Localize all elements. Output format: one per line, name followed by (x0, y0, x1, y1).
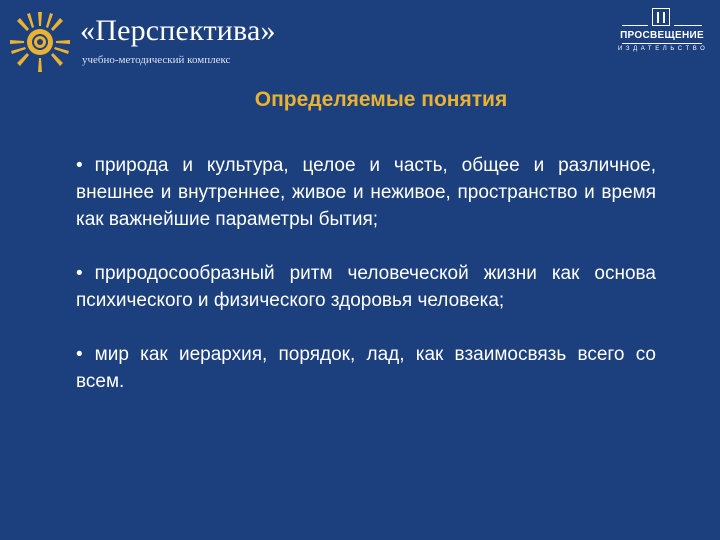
concept-item (76, 152, 656, 233)
concept-item (76, 341, 656, 395)
brand-subtitle: учебно-методический комплекс (82, 54, 231, 66)
publisher-name: ПРОСВЕЩЕНИЕ (620, 30, 704, 41)
publisher-divider-bottom (622, 43, 702, 44)
publisher-emblem-icon (652, 8, 670, 26)
publisher-divider-left (622, 25, 648, 26)
concept-item-text: мир как иерархия, порядок, лад, как взаимосвязь всего со всем. (76, 344, 656, 392)
concept-item (76, 260, 656, 314)
publisher-tagline: ИЗДАТЕЛЬСТВО (618, 46, 709, 52)
brand-title: «Перспектива» (80, 14, 276, 47)
concept-item-text: природа и культура, целое и часть, общее и различное, внешнее и внутреннее, живое и неживое, пространство и время как важнейшие параметры бытия; (76, 155, 656, 230)
slide-heading: Определяемые понятия (254, 88, 508, 111)
sun-logo-icon (8, 10, 72, 74)
bullet-icon: • (76, 344, 83, 365)
bullet-icon: • (76, 155, 83, 176)
publisher-logo (618, 8, 709, 66)
concept-list (76, 152, 656, 422)
publisher-divider-right (674, 25, 702, 26)
bullet-icon: • (76, 263, 83, 284)
concept-item-text: природосообразный ритм человеческой жизни как основа психического и физического здоровья человека; (76, 263, 656, 311)
